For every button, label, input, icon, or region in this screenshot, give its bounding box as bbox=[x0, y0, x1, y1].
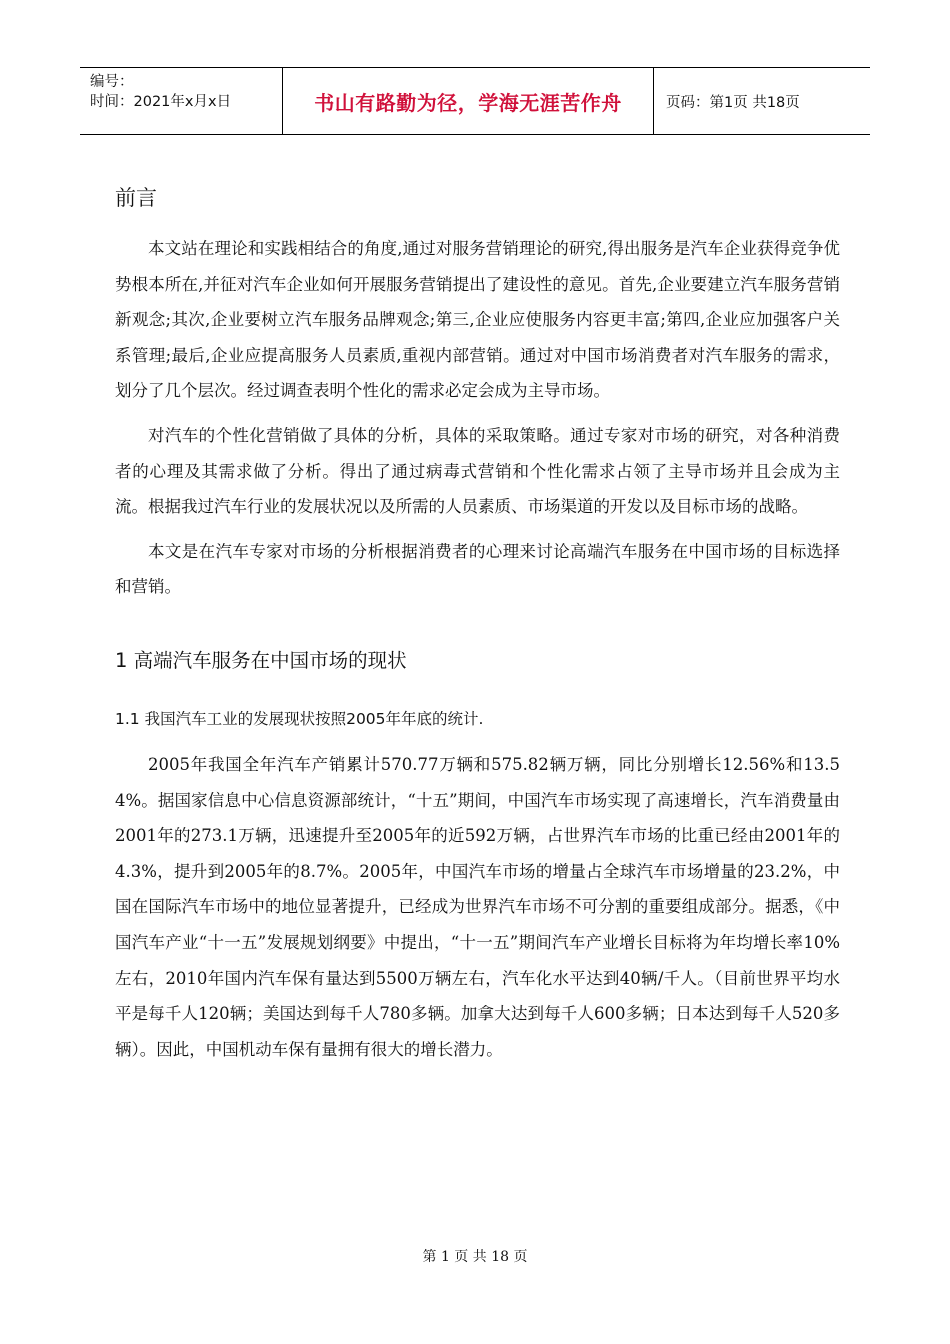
section-1-1-paragraph: 2005年我国全年汽车产销累计570.77万辆和575.82辆万辆，同比分别增长12.56%和13.54%。据国家信息中心信息资源部统计，“十五”期间，中国汽车市场实现了高速增长，汽车消费量由2001年的273.1万辆，迅速提升至2005年的近592万辆，占世界汽车市场的比重已经由2001年的4.3%，提升到2005年的8.7%。2005年，中国汽车市场的增量占全球汽车市场增量的23.2%，中国在国际汽车市场中的地位显著提升，已经成为世界汽车市场不可分割的重要组成部分。据悉，《中国汽车产业“十一五”发展规划纲要》中提出，“十一五”期间汽车产业增长目标将为年均增长率10%左右，2010年国内汽车保有量达到5500万辆左右，汽车化水平达到40辆/千人。（目前世界平均水平是每千人120辆；美国达到每千人780多辆。加拿大达到每千人600多辆；日本达到每千人520多辆）。因此，中国机动车保有量拥有很大的增长潜力。 bbox=[115, 754, 840, 1059]
document-body bbox=[115, 175, 840, 1067]
section-1-heading: 1 高端汽车服务在中国市场的现状 bbox=[115, 648, 407, 672]
document-number-label: 编号： bbox=[90, 74, 134, 90]
preface-paragraph-1: 本文站在理论和实践相结合的角度,通过对服务营销理论的研究,得出服务是汽车企业获得竞争优势根本所在,并征对汽车企业如何开展服务营销提出了建设性的意见。首先,企业要建立汽车服务营销新观念;其次,企业要树立汽车服务品牌观念;第三,企业应使服务内容更丰富;第四,企业应加强客户关系管理;最后,企业应提高服务人员素质,重视内部营销。通过对中国市场消费者对汽车服务的需求，划分了几个层次。经过调查表明个性化的需求必定会成为主导市场。 bbox=[115, 239, 840, 401]
header-page-code: 页码：第1页 共18页 bbox=[666, 94, 800, 111]
section-1-1-heading: 1.1 我国汽车工业的发展现状按照2005年年底的统计. bbox=[115, 709, 484, 728]
header-motto: 书山有路勤为径，学海无涯苦作舟 bbox=[282, 68, 654, 134]
preface-heading: 前言 bbox=[115, 186, 157, 210]
page-header bbox=[80, 67, 870, 135]
document-time-label: 时间：2021年x月x日 bbox=[90, 94, 232, 110]
preface-paragraph-3: 本文是在汽车专家对市场的分析根据消费者的心理来讨论高端汽车服务在中国市场的目标选择和营销。 bbox=[115, 541, 840, 597]
page-footer: 第 1 页 共 18 页 bbox=[422, 1249, 528, 1265]
header-info-cell bbox=[80, 68, 282, 134]
preface-paragraph-2: 对汽车的个性化营销做了具体的分析，具体的采取策略。通过专家对市场的研究，对各种消费者的心理及其需求做了分析。得出了通过病毒式营销和个性化需求占领了主导市场并且会成为主流。根据我过汽车行业的发展状况以及所需的人员素质、市场渠道的开发以及目标市场的战略。 bbox=[115, 425, 840, 517]
